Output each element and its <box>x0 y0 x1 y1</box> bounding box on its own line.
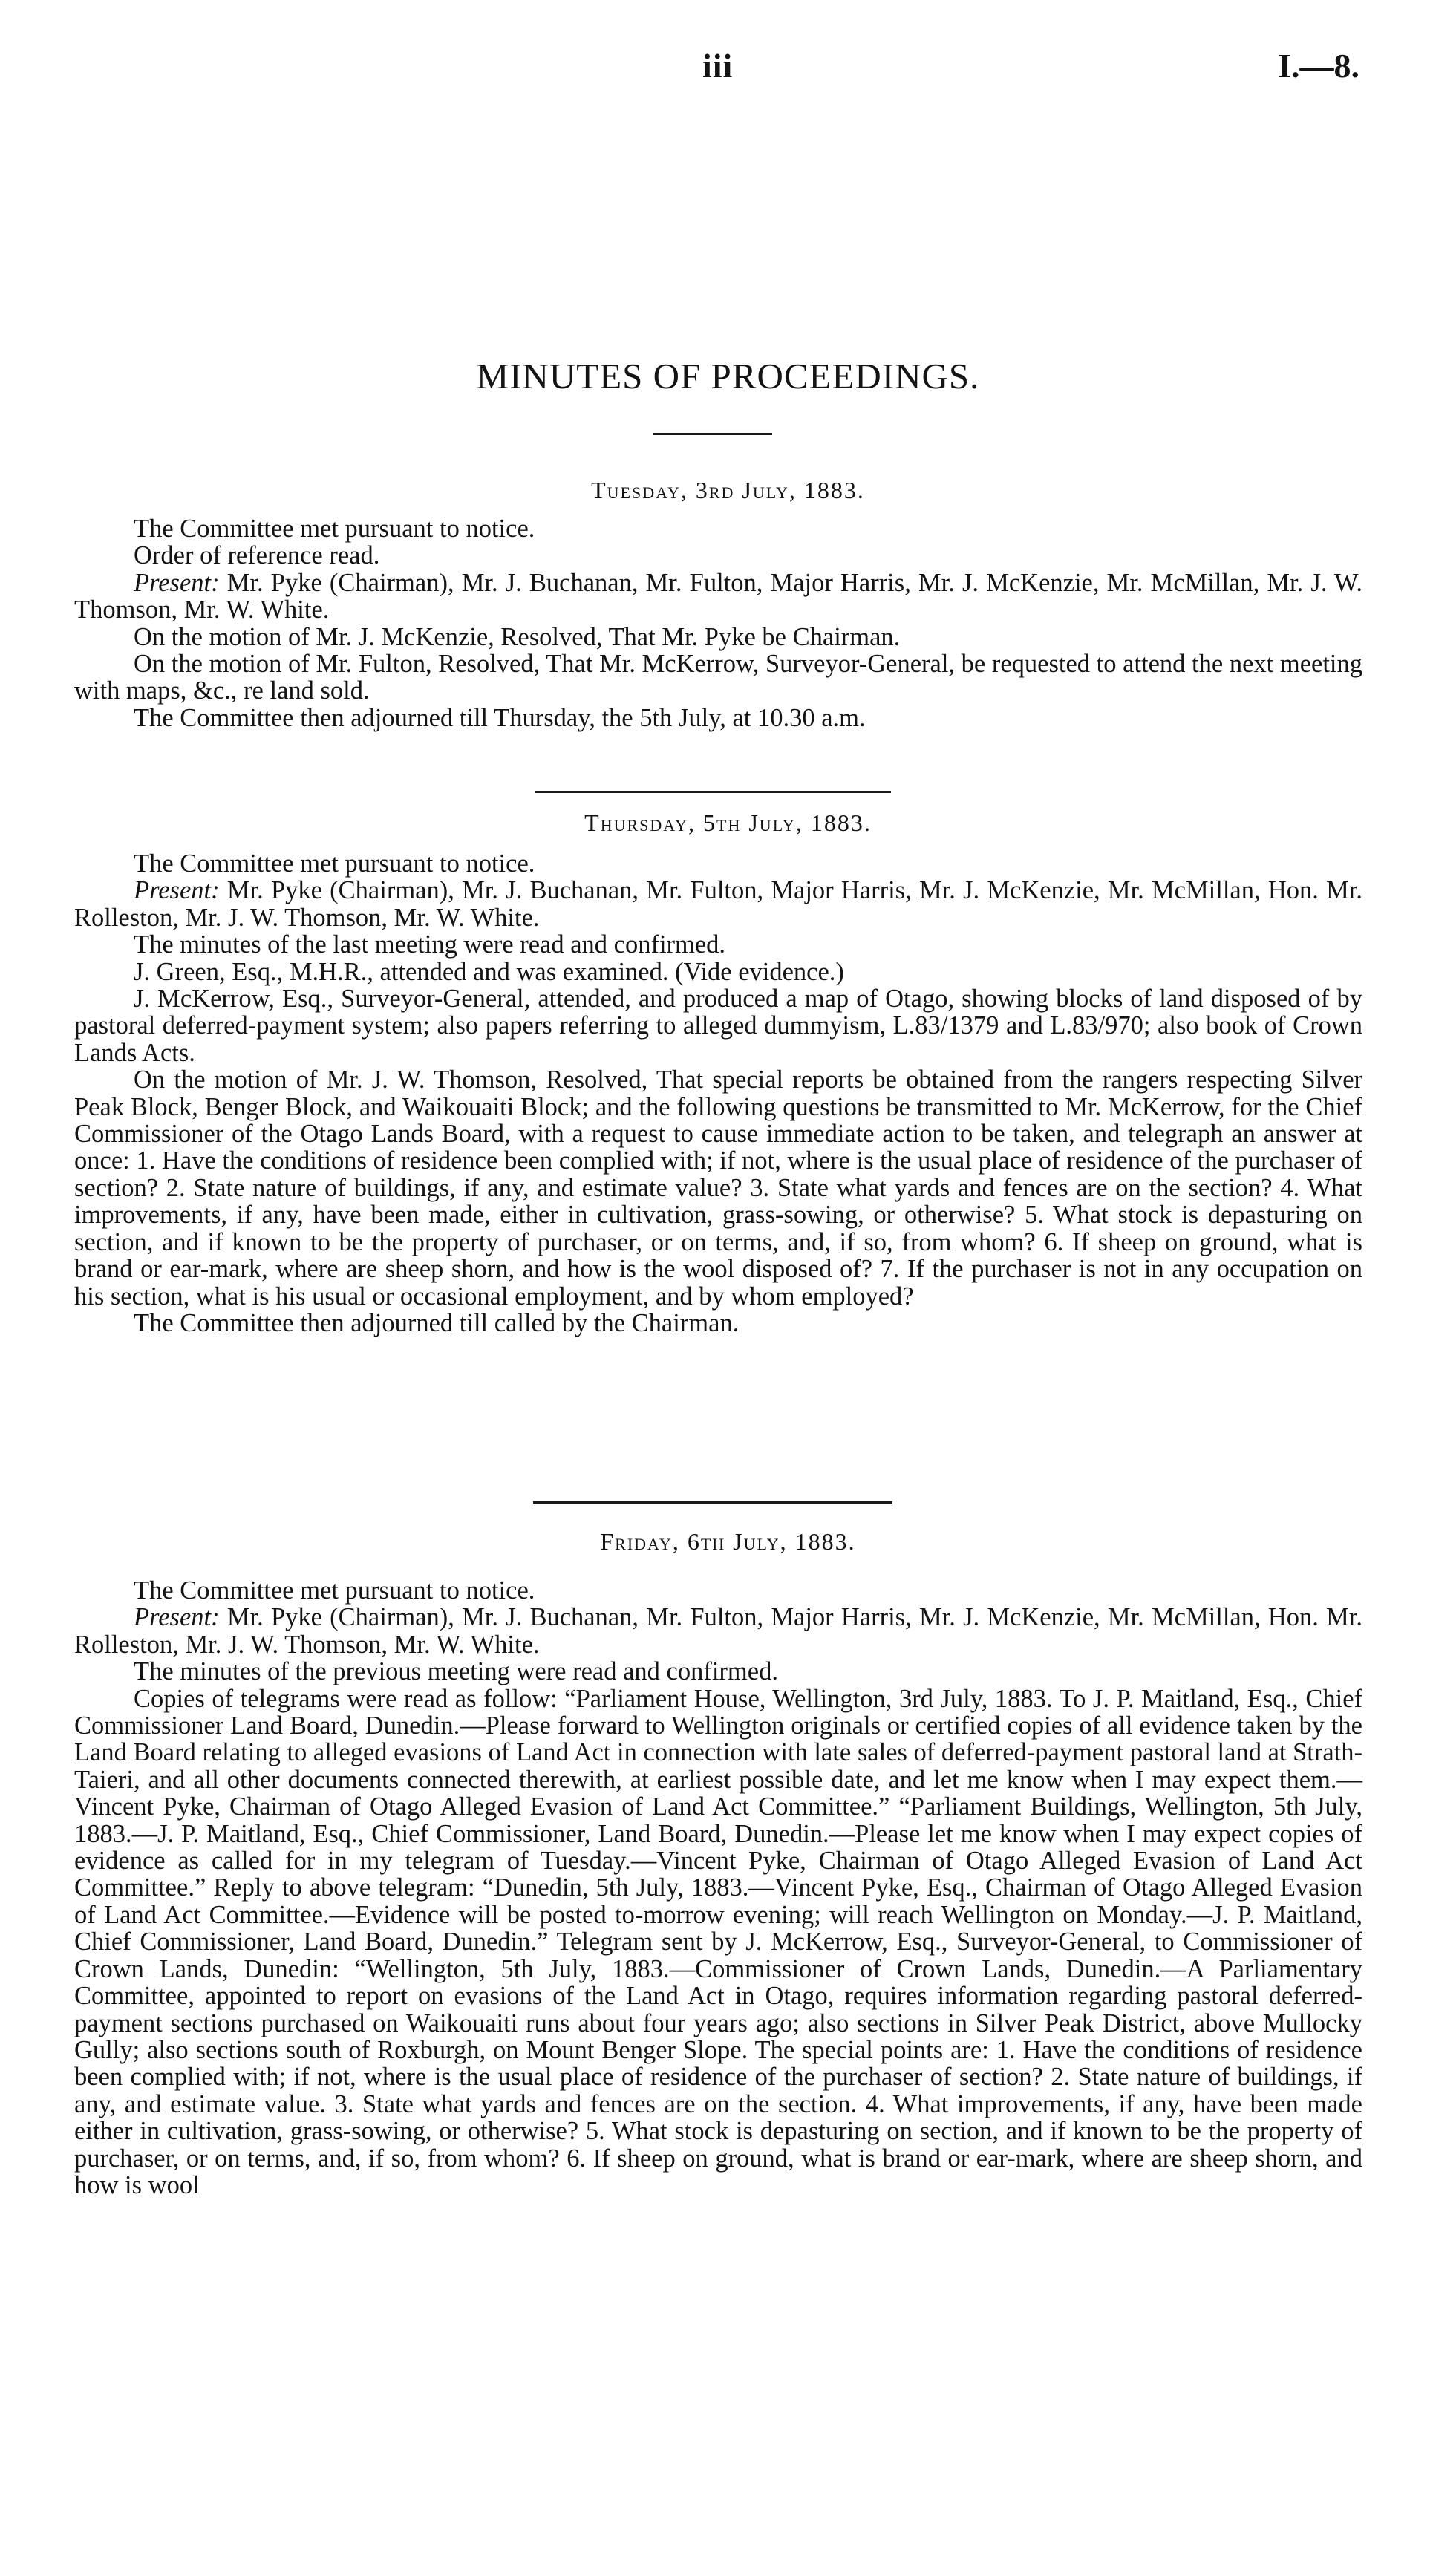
paragraph: The minutes of the previous meeting were read and confirmed. <box>134 1657 778 1686</box>
paragraph: The Committee met pursuant to notice. <box>134 1576 535 1605</box>
paragraph: Present: Mr. Pyke (Chairman), Mr. J. Buchanan, Mr. Fulton, Major Harris, Mr. J. McKenzie, Mr. McMillan, Hon. Mr. Rolleston, Mr. J. W. Thomson, Mr. W. White. <box>74 1603 1362 1659</box>
paragraph: On the motion of Mr. J. McKenzie, Resolved, That Mr. Pyke be Chairman. <box>134 622 901 651</box>
date-heading-tuesday: Tuesday, 3rd July, 1883. <box>591 477 865 503</box>
paper-reference: I.—8. <box>1278 47 1359 85</box>
date-heading-thursday: Thursday, 5th July, 1883. <box>584 809 872 836</box>
section-rule <box>533 1501 892 1504</box>
paragraph: Present: Mr. Pyke (Chairman), Mr. J. Buchanan, Mr. Fulton, Major Harris, Mr. J. McKenzie, Mr. McMillan, Mr. J. W. Thomson, Mr. W. White. <box>74 568 1362 624</box>
minutes-tuesday <box>74 515 1362 731</box>
present-label: Present: <box>134 568 220 597</box>
paragraph: J. Green, Esq., M.H.R., attended and was examined. (Vide evidence.) <box>134 957 844 986</box>
paragraph: The Committee then adjourned till called by the Chairman. <box>134 1308 740 1337</box>
present-label: Present: <box>134 1603 220 1632</box>
present-label: Present: <box>134 876 220 905</box>
paragraph: J. McKerrow, Esq., Surveyor-General, attended, and produced a map of Otago, showing blocks of land disposed of by pastoral deferred-payment system; also papers referring to alleged dummyism, L.83/1379 and L.83/970; also book of Crown Lands Acts. <box>74 985 1362 1067</box>
date-heading-friday: Friday, 6th July, 1883. <box>600 1528 856 1555</box>
paragraph: Present: Mr. Pyke (Chairman), Mr. J. Buchanan, Mr. Fulton, Major Harris, Mr. J. McKenzie, Mr. McMillan, Hon. Mr. Rolleston, Mr. J. W. Thomson, Mr. W. White. <box>74 876 1362 932</box>
paragraph: The Committee then adjourned till Thursday, the 5th July, at 10.30 a.m. <box>134 703 866 732</box>
paragraph: The minutes of the last meeting were read and confirmed. <box>134 930 726 959</box>
paragraph: The Committee met pursuant to notice. <box>134 849 535 878</box>
paragraph: The Committee met pursuant to notice. <box>134 515 535 543</box>
page-title: MINUTES OF PROCEEDINGS. <box>476 356 980 396</box>
paragraph: Copies of telegrams were read as follow: “Parliament House, Wellington, 3rd July, 1883. To J. P. Maitland, Esq., Chief Commissioner Land Board, Dunedin.—Please forward to Wellington originals or certified copies of all evidence taken by the Land Board relating to alleged evasions of Land Act in connection with late sales of deferred-payment pastoral land at Strath-Taieri, and all other documents connected therewith, at earliest possible date, and let me know when I may expect them.—Vincent Pyke, Chairman of Otago Alleged Evasion of Land Act Committee.” “Parliament Buildings, Wellington, 5th July, 1883.—J. P. Maitland, Esq., Chief Commissioner, Land Board, Dunedin.—Please let me know when I may expect copies of evidence as called for in my telegram of Tuesday.—Vincent Pyke, Chairman of Otago Alleged Evasion of Land Act Committee.” Reply to above telegram: “Dunedin, 5th July, 1883.—Vincent Pyke, Esq., Chairman of Otago Alleged Evasion of Land Act Committee.—Evidence will be posted to-morrow evening; will reach Wellington on Monday.—J. P. Maitland, Chief Commissioner, Land Board, Dunedin.” Telegram sent by J. McKerrow, Esq., Surveyor-General, to Commissioner of Crown Lands, Dunedin: “Wellington, 5th July, 1883.—Commissioner of Crown Lands, Dunedin.—A Parliamentary Committee, appointed to report on evasions of the Land Act in Otago, requires information regarding pastoral deferred-payment sections purchased on Waikouaiti runs about four years ago; also sections in Silver Peak District, above Mullocky Gully; also sections south of Roxburgh, on Mount Benger Slope. The special points are: 1. Have the conditions of residence been complied with; if not, where is the usual place of residence of the purchaser of section? 2. State nature of buildings, if any, and estimate value. 3. State what yards and fences are on the section. 4. What improvements, if any, have been made either in cultivation, grass-sowing, or otherwise? 5. What stock is depasturing on section, and if known to be the property of purchaser, or on terms, and, if so, from whom? 6. If sheep on ground, what is brand or ear-mark, where are sheep shorn, and how is wool <box>74 1684 1362 2199</box>
minutes-thursday <box>74 850 1362 1337</box>
paragraph: Order of reference read. <box>134 541 380 570</box>
page-number: iii <box>702 47 734 85</box>
paragraph: On the motion of Mr. J. W. Thomson, Resolved, That special reports be obtained from the rangers respecting Silver Peak Block, Benger Block, and Waikouaiti Block; and the following questions be transmitted to Mr. McKerrow, for the Chief Commissioner of the Otago Lands Board, with a request to cause immediate action to be taken, and telegraph an answer at once: 1. Have the conditions of residence been complied with; if not, where is the usual place of residence of the purchaser of section? 2. State nature of buildings, if any, and estimate value? 3. State what yards and fences are on the section? 4. What improvements, if any, have been made, either in cultivation, grass-sowing, or otherwise? 5. What stock is depasturing on section, and if known to be the property of purchaser, or on terms, and, if so, from whom? 6. If sheep on ground, what is brand or ear-mark, where are sheep shorn, and how is the wool disposed of? 7. If the purchaser is not in any occupation on his section, what is his usual or occasional employment, and by whom employed? <box>74 1065 1362 1311</box>
minutes-friday <box>74 1577 1362 2199</box>
title-rule <box>653 433 772 435</box>
section-rule <box>535 791 891 793</box>
paragraph: On the motion of Mr. Fulton, Resolved, That Mr. McKerrow, Surveyor-General, be requested to attend the next meeting with maps, &c., re land sold. <box>74 650 1362 705</box>
